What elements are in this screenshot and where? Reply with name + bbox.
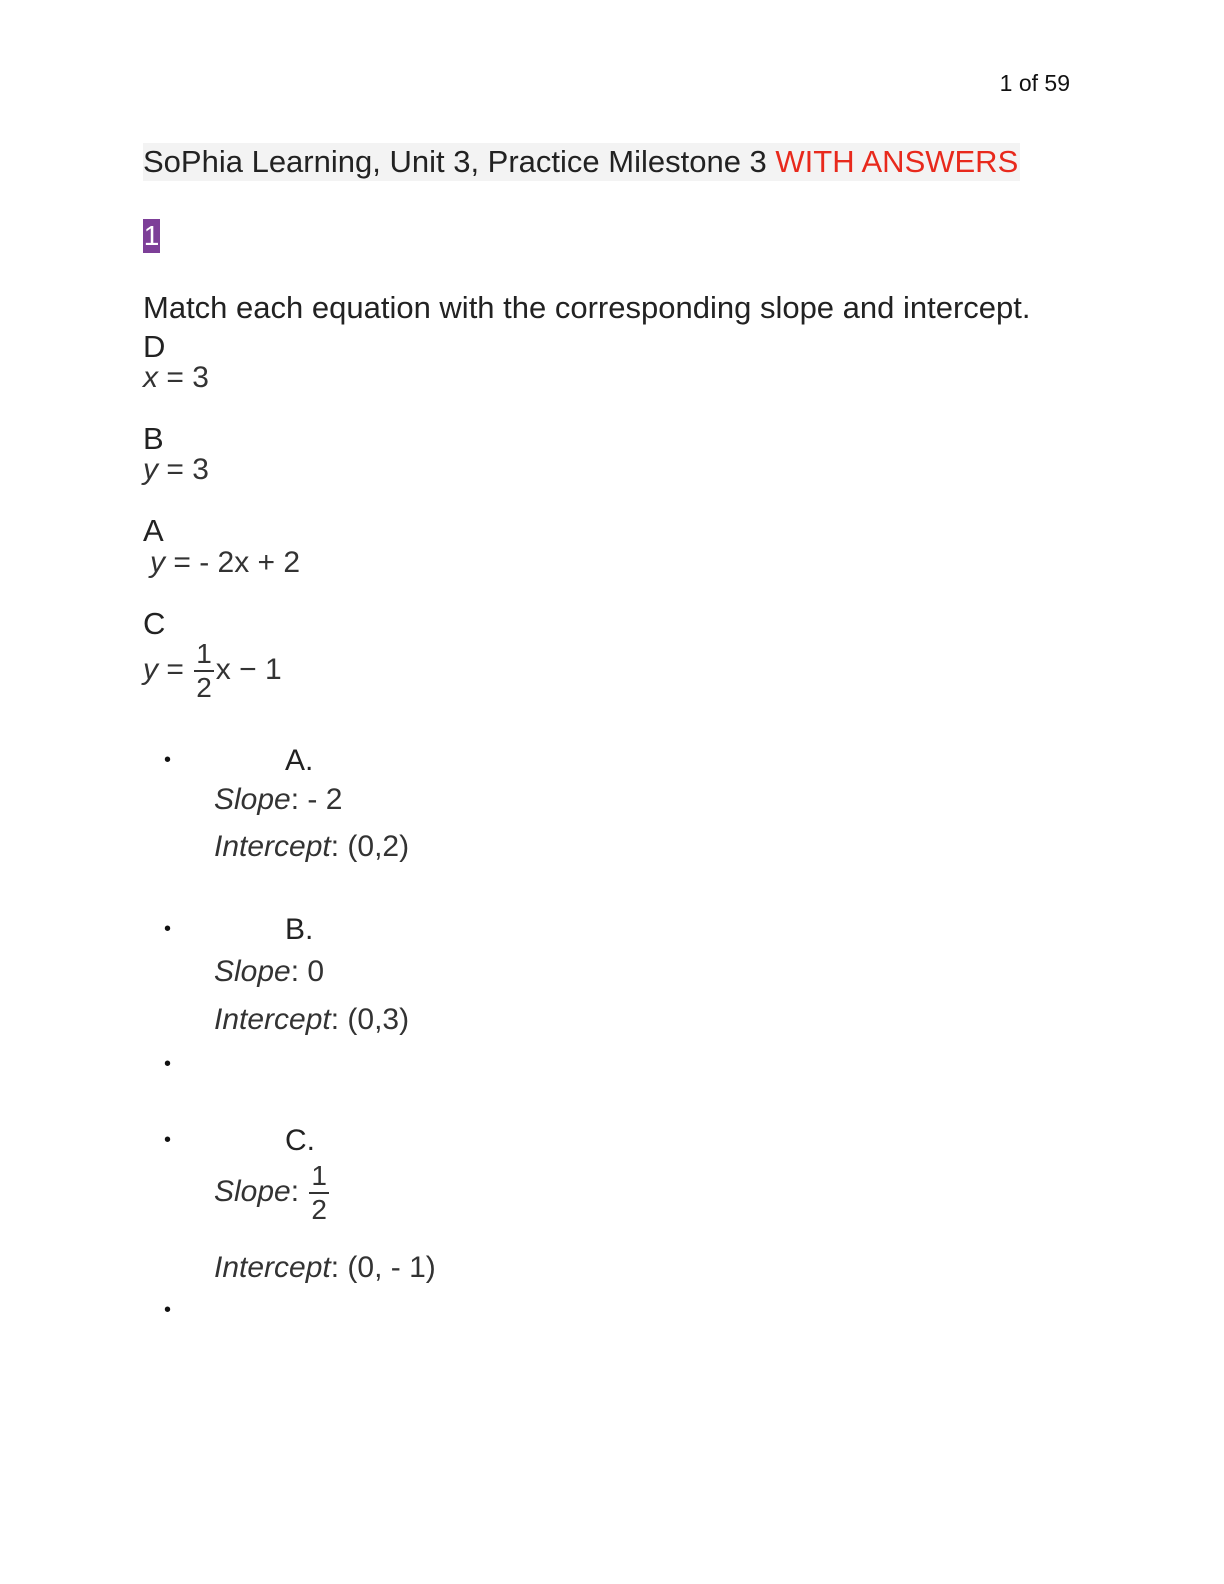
intercept-value: : (0,3) (330, 1003, 410, 1036)
eq-variable: y (143, 453, 158, 486)
eq-body: = 3 (158, 453, 209, 486)
fraction-denominator: 2 (311, 1194, 327, 1225)
option-label-b: B. (285, 913, 314, 946)
intercept-label: Intercept (214, 1003, 331, 1036)
fraction-numerator: 1 (309, 1162, 329, 1194)
eq-body: = - 2x + 2 (165, 546, 301, 579)
slope-label: Slope (214, 955, 291, 988)
page-indicator: 1 of 59 (999, 70, 1070, 96)
match-answer-2: B (143, 421, 164, 456)
slope-fraction (309, 1162, 329, 1224)
intercept-label: Intercept (214, 830, 331, 863)
document-title (143, 143, 1020, 181)
question-number-badge: 1 (143, 220, 160, 251)
option-label-a: A. (285, 744, 314, 777)
match-equation-4 (143, 640, 282, 702)
match-equation-3 (150, 546, 300, 580)
eq-body: = 3 (158, 361, 209, 394)
intercept-value: : (0,2) (330, 830, 410, 863)
option-c-intercept (214, 1251, 436, 1285)
match-equation-1 (143, 361, 209, 395)
slope-value: : - 2 (290, 783, 343, 816)
slope-label: Slope (214, 1174, 291, 1208)
slope-value: : 0 (290, 955, 325, 988)
bullet: • (164, 749, 172, 771)
intercept-value: : (0, - 1) (330, 1251, 436, 1284)
fraction-denominator: 2 (196, 672, 212, 703)
option-label-c: C. (285, 1124, 315, 1157)
eq-fraction (194, 640, 214, 702)
question-prompt: Match each equation with the corresponding slope and intercept. (143, 290, 1031, 325)
eq-body: x − 1 (215, 652, 282, 686)
bullet: • (164, 1299, 172, 1321)
option-a-slope (214, 783, 342, 817)
slope-value: : (290, 1174, 308, 1208)
bullet: • (164, 1053, 172, 1075)
match-equation-2 (143, 453, 209, 487)
bullet: • (164, 918, 172, 940)
option-b-slope (214, 955, 324, 989)
match-answer-4: C (143, 606, 166, 641)
eq-variable: y (150, 546, 165, 579)
eq-equals: = (158, 652, 193, 686)
title-main: SoPhia Learning, Unit 3, Practice Milestone 3 (143, 144, 776, 179)
option-a-intercept (214, 830, 409, 864)
option-b-intercept (214, 1003, 409, 1037)
option-c-slope (214, 1162, 331, 1224)
eq-variable: x (143, 361, 158, 394)
slope-label: Slope (214, 783, 291, 816)
intercept-label: Intercept (214, 1251, 331, 1284)
bullet: • (164, 1129, 172, 1151)
match-answer-3: A (143, 513, 164, 548)
match-answer-1: D (143, 329, 166, 364)
fraction-numerator: 1 (194, 640, 214, 672)
eq-variable: y (143, 652, 158, 686)
title-accent: WITH ANSWERS (775, 144, 1019, 179)
